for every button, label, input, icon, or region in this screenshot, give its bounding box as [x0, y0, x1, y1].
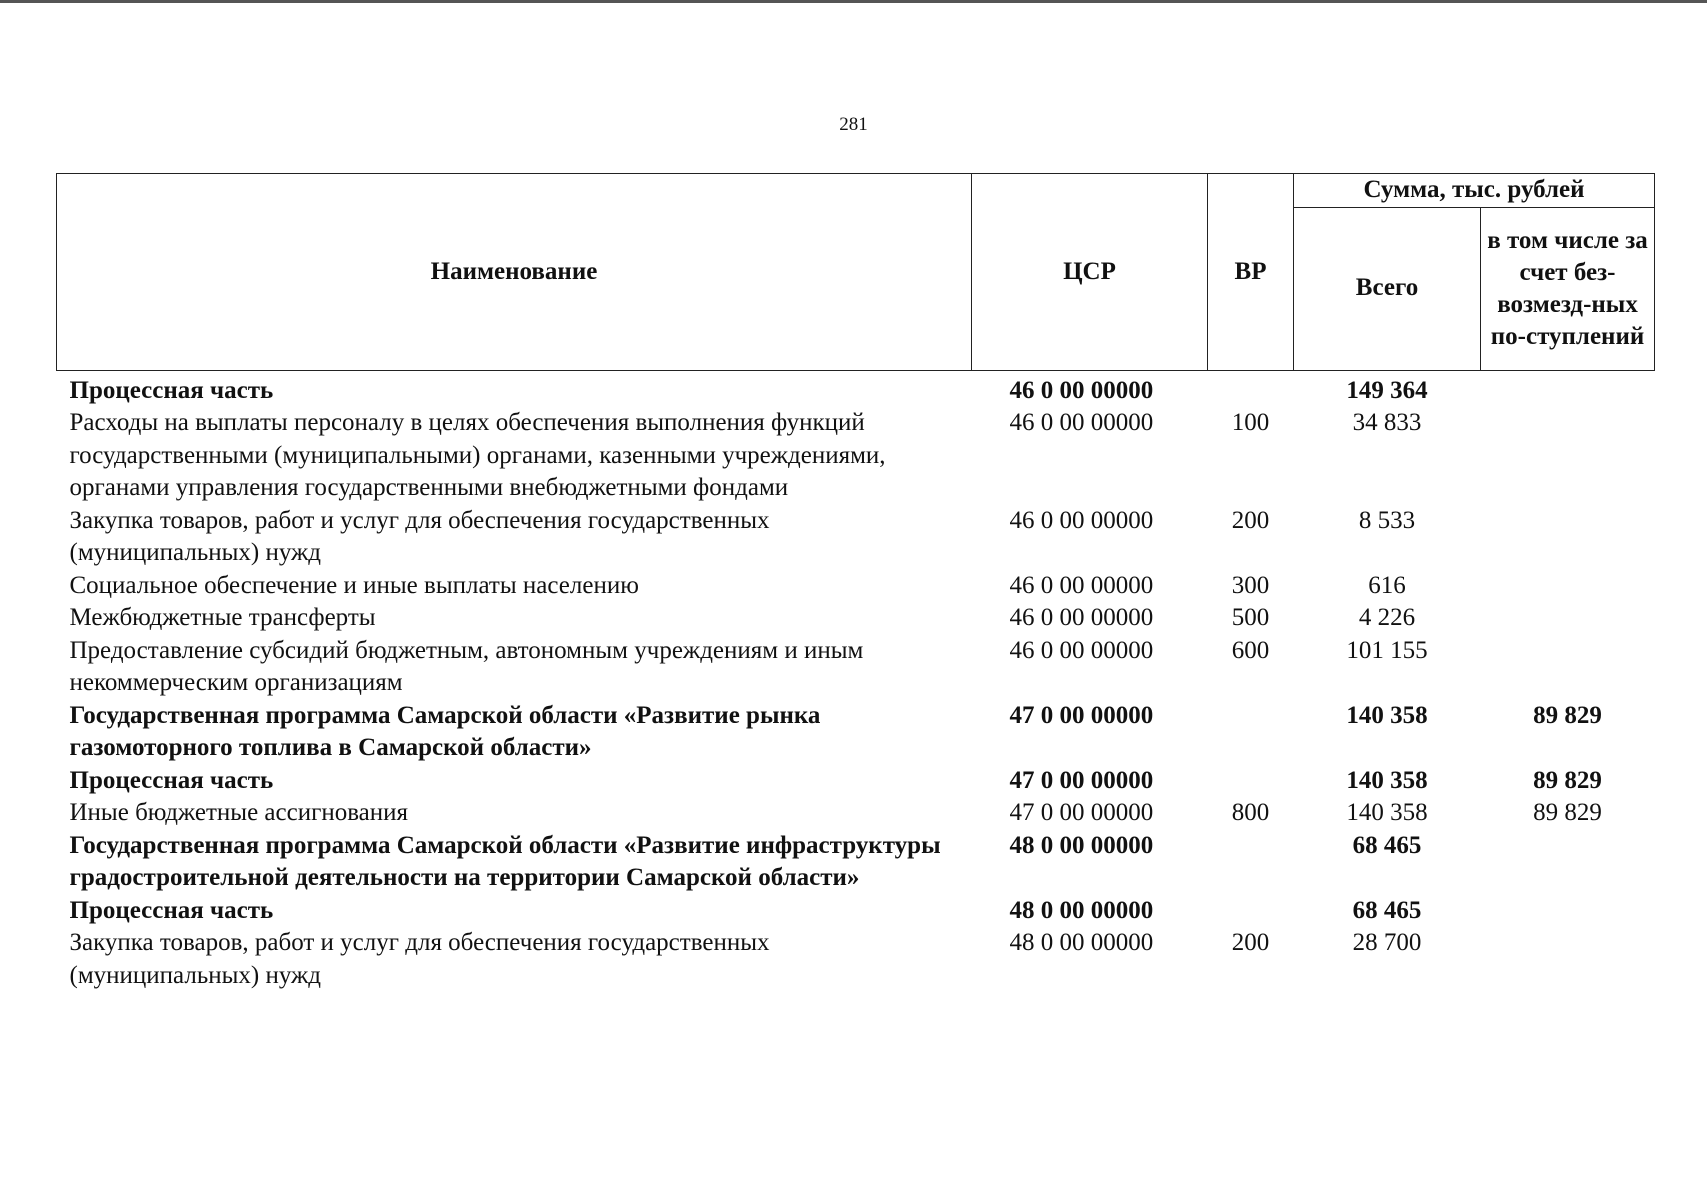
cell-name: Процессная часть — [69, 766, 274, 794]
cell-csr: 46 0 00 00000 — [1009, 506, 1154, 534]
cell-total: 68 465 — [1352, 896, 1422, 924]
cell-csr: 47 0 00 00000 — [1009, 701, 1154, 729]
table-row — [57, 635, 1655, 700]
table-row — [57, 765, 1655, 798]
cell-vr: 600 — [1231, 636, 1270, 664]
cell-csr: 46 0 00 00000 — [1009, 636, 1154, 664]
cell-csr: 48 0 00 00000 — [1009, 831, 1154, 859]
header-csr: ЦСР — [972, 174, 1208, 371]
cell-name: Иные бюджетные ассигнования — [69, 799, 409, 826]
cell-total: 140 358 — [1346, 701, 1428, 729]
cell-csr: 47 0 00 00000 — [1009, 799, 1154, 826]
cell-total: 28 700 — [1352, 929, 1422, 956]
cell-total: 4 226 — [1358, 604, 1416, 631]
cell-name: Процессная часть — [69, 896, 274, 924]
header-name: Наименование — [57, 174, 972, 371]
cell-name: Межбюджетные трансферты — [69, 604, 376, 631]
scan-top-border — [0, 0, 1707, 3]
cell-name: Предоставление субсидий бюджетным, автономным учреждениям и иным некоммерческим организациям — [69, 636, 864, 696]
header-vr: ВР — [1208, 174, 1294, 371]
cell-vr — [1208, 895, 1294, 928]
cell-total: 149 364 — [1346, 376, 1428, 404]
table-row — [57, 602, 1655, 635]
cell-csr: 46 0 00 00000 — [1009, 409, 1154, 436]
table-row — [57, 895, 1655, 928]
cell-csr: 48 0 00 00000 — [1009, 929, 1154, 956]
cell-total: 8 533 — [1358, 506, 1416, 534]
table-row — [57, 927, 1655, 992]
cell-vr — [1208, 700, 1294, 765]
cell-vr: 100 — [1231, 409, 1270, 436]
cell-csr: 46 0 00 00000 — [1009, 571, 1154, 599]
header-sum-group: Сумма, тыс. рублей — [1294, 174, 1655, 208]
table-header — [57, 174, 1655, 371]
cell-csr: 47 0 00 00000 — [1009, 766, 1154, 794]
table-row — [57, 407, 1655, 505]
cell-name: Процессная часть — [69, 376, 274, 404]
cell-total: 140 358 — [1346, 766, 1428, 794]
cell-free — [1481, 505, 1655, 570]
cell-vr: 800 — [1231, 799, 1270, 826]
cell-total: 616 — [1368, 571, 1406, 599]
cell-vr: 200 — [1231, 929, 1270, 956]
cell-vr — [1208, 830, 1294, 895]
cell-name: Государственная программа Самарской области «Развитие рынка газомоторного топлива в Самарской области» — [69, 701, 821, 761]
cell-name: Закупка товаров, работ и услуг для обеспечения государственных (муниципальных) нужд — [69, 506, 770, 566]
table-row — [57, 797, 1655, 830]
cell-free: 89 829 — [1533, 701, 1602, 729]
cell-name: Государственная программа Самарской области «Развитие инфраструктуры градостроительной деятельности на территории Самарской области» — [69, 831, 941, 891]
cell-vr — [1208, 765, 1294, 798]
header-free-receipts: в том числе за счет без-возмезд-ных по-ступлений — [1481, 207, 1655, 370]
cell-csr: 48 0 00 00000 — [1009, 896, 1154, 924]
page-number: 281 — [839, 114, 868, 135]
table-row — [57, 700, 1655, 765]
cell-vr: 300 — [1231, 571, 1270, 599]
cell-free: 89 829 — [1533, 766, 1602, 794]
cell-total: 34 833 — [1352, 409, 1422, 436]
cell-free — [1481, 927, 1655, 992]
cell-free — [1481, 570, 1655, 603]
cell-total: 140 358 — [1346, 799, 1428, 826]
table-row — [57, 570, 1655, 603]
cell-name: Расходы на выплаты персоналу в целях обеспечения выполнения функций государственными (муниципальными) органами, казенными учреждениями, органами управления государственными внебюджетными фондами — [69, 409, 886, 501]
cell-vr — [1208, 370, 1294, 407]
table-body — [57, 370, 1655, 992]
cell-free — [1481, 895, 1655, 928]
cell-free — [1481, 830, 1655, 895]
cell-name: Социальное обеспечение и иные выплаты населению — [69, 571, 639, 599]
cell-free — [1481, 635, 1655, 700]
table-row — [57, 505, 1655, 570]
cell-vr: 500 — [1231, 604, 1270, 631]
cell-free — [1481, 370, 1655, 407]
cell-free — [1481, 602, 1655, 635]
cell-vr: 200 — [1231, 506, 1270, 534]
table-row — [57, 830, 1655, 895]
cell-free — [1481, 407, 1655, 505]
cell-csr: 46 0 00 00000 — [1009, 604, 1154, 631]
cell-total: 68 465 — [1352, 831, 1422, 859]
cell-csr: 46 0 00 00000 — [1009, 376, 1154, 404]
budget-table — [56, 173, 1655, 992]
cell-name: Закупка товаров, работ и услуг для обеспечения государственных (муниципальных) нужд — [69, 929, 770, 989]
table-row — [57, 370, 1655, 407]
cell-free: 89 829 — [1533, 799, 1602, 826]
header-total: Всего — [1294, 207, 1481, 370]
cell-total: 101 155 — [1346, 636, 1428, 664]
